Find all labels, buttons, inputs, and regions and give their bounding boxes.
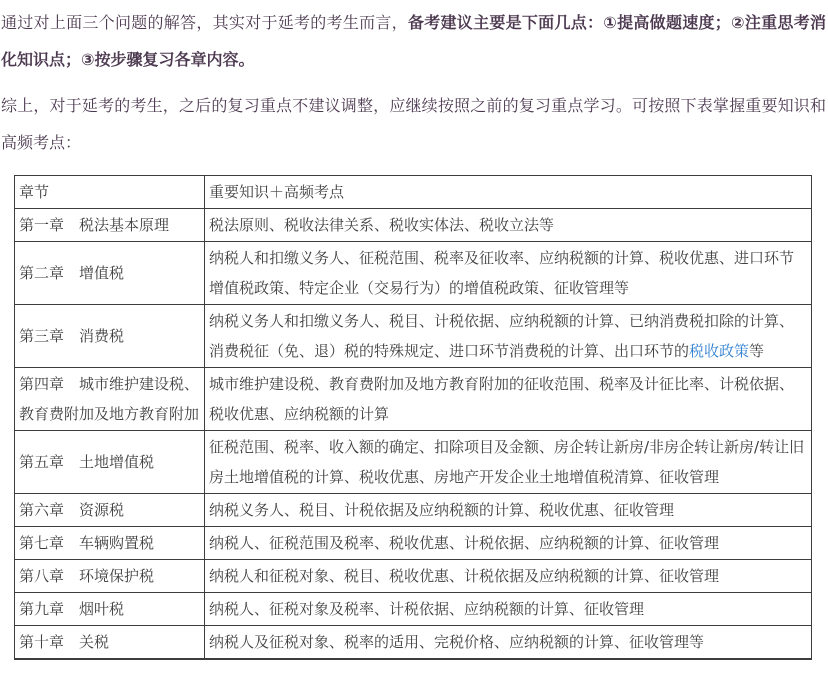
points-cell: 纳税人、征税范围及税率、税收优惠、计税依据、应纳税额的计算、征收管理 (205, 527, 812, 560)
points-cell: 纳税人和扣缴义务人、征税范围、税率及征收率、应纳税额的计算、税收优惠、进口环节增值税政策、特定企业（交易行为）的增值税政策、征收管理等 (205, 242, 812, 305)
points-cell: 城市维护建设税、教育费附加及地方教育附加的征收范围、税率及计征比率、计税依据、税收优惠、应纳税额的计算 (205, 368, 812, 431)
chapter-cell: 第二章 增值税 (15, 242, 205, 305)
table-row-chapter-5 (15, 431, 812, 494)
table-row-chapter-7 (15, 527, 812, 560)
chapter-cell: 第三章 消费税 (15, 305, 205, 368)
intro-paragraph-1 (0, 4, 828, 78)
intro-paragraph-2: 综上，对于延考的考生，之后的复习重点不建议调整，应继续按照之前的复习重点学习。可按照下表掌握重要知识和高频考点： (1, 96, 826, 152)
table-header-points: 重要知识＋高频考点 (205, 176, 812, 209)
points-cell (205, 305, 812, 368)
chapter-cell: 第十章 关税 (15, 626, 205, 660)
points-text-after-link: 等 (749, 342, 765, 360)
table-row-chapter-9 (15, 593, 812, 626)
table-header-row (15, 176, 812, 209)
intro-paragraph-1-normal-text: 通过对上面三个问题的解答，其实对于延考的考生而言， (1, 13, 408, 32)
table-row-chapter-3 (15, 305, 812, 368)
table-row-chapter-2 (15, 242, 812, 305)
points-cell: 纳税义务人、税目、计税依据及应纳税额的计算、税收优惠、征收管理 (205, 494, 812, 527)
chapter-cell: 第四章 城市维护建设税、教育费附加及地方教育附加 (15, 368, 205, 431)
points-cell: 征税范围、税率、收入额的确定、扣除项目及金额、房企转让新房/非房企转让新房/转让旧房土地增值税的计算、税收优惠、房地产开发企业土地增值税清算、征收管理 (205, 431, 812, 494)
table-header-chapter: 章节 (15, 176, 205, 209)
table-row-chapter-10 (15, 626, 812, 660)
points-cell: 纳税人、征税对象及税率、计税依据、应纳税额的计算、征收管理 (205, 593, 812, 626)
exam-advice-bold-text: 备考建议主要是下面几点：①提高做题速度；②注重思考消化知识点；③按步骤复习各章内容。 (1, 13, 826, 69)
chapter-cell: 第九章 烟叶税 (15, 593, 205, 626)
table-row-chapter-8 (15, 560, 812, 593)
knowledge-table (14, 175, 812, 660)
tax-policy-link[interactable]: 税收政策 (689, 342, 750, 360)
chapter-cell: 第五章 土地增值税 (15, 431, 205, 494)
points-cell: 纳税人和征税对象、税目、税收优惠、计税依据及应纳税额的计算、征收管理 (205, 560, 812, 593)
chapter-cell: 第七章 车辆购置税 (15, 527, 205, 560)
points-cell: 纳税人及征税对象、税率的适用、完税价格、应纳税额的计算、征收管理等 (205, 626, 812, 660)
table-row-chapter-6 (15, 494, 812, 527)
table-row-chapter-1 (15, 209, 812, 242)
chapter-cell: 第一章 税法基本原理 (15, 209, 205, 242)
chapter-cell: 第六章 资源税 (15, 494, 205, 527)
points-text-before-link: 纳税义务人和扣缴义务人、税目、计税依据、应纳税额的计算、已纳消费税扣除的计算、消费税征（免、退）税的特殊规定、进口环节消费税的计算、出口环节的 (209, 312, 795, 360)
table-row-chapter-4 (15, 368, 812, 431)
points-cell: 税法原则、税收法律关系、税收实体法、税收立法等 (205, 209, 812, 242)
chapter-cell: 第八章 环境保护税 (15, 560, 205, 593)
